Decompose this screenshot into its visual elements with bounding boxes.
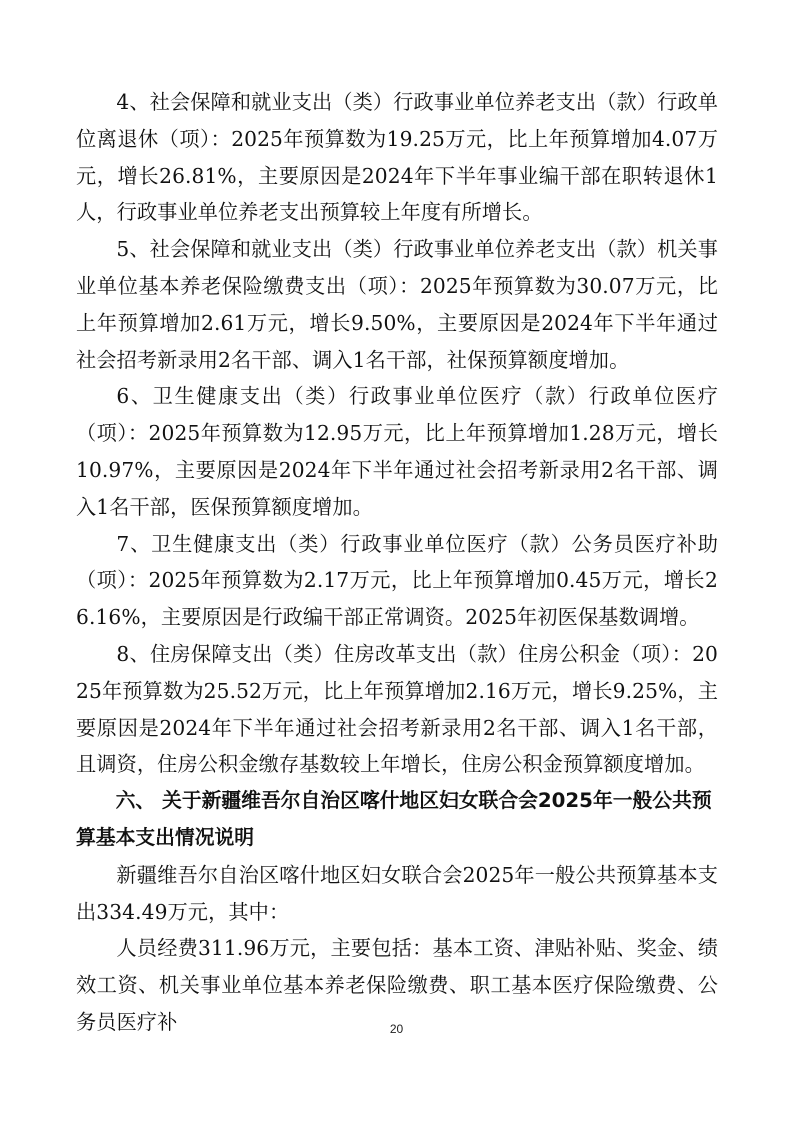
paragraph-item-6: 6、卫生健康支出（类）行政事业单位医疗（款）行政单位医疗（项）：2025年预算数为12.95万元，比上年预算增加1.28万元，增长10.97%，主要原因是2024年下半年通过社会招考新录用2名干部、调入1名干部，医保预算额度增加。 <box>76 384 718 519</box>
paragraph-item-8: 8、住房保障支出（类）住房改革支出（款）住房公积金（项）：2025年预算数为25.52万元，比上年预算增加2.16万元，增长9.25%，主要原因是2024年下半年通过社会招考新录用2名干部、调入1名干部，且调资，住房公积金缴存基数较上年增长，住房公积金预算额度增加。 <box>76 641 718 777</box>
paragraph-item-4: 4、社会保障和就业支出（类）行政事业单位养老支出（款）行政单位离退休（项）：2025年预算数为19.25万元，比上年预算增加4.07万元，增长26.81%，主要原因是2024年下半年事业编干部在职转退休1人，行政事业单位养老支出预算较上年度有所增长。 <box>76 90 718 225</box>
document-body <box>76 84 718 1041</box>
section-six-personnel: 人员经费311.96万元，主要包括：基本工资、津贴补贴、奖金、绩效工资、机关事业单位基本养老保险缴费、职工基本医疗保险缴费、公务员医疗补 <box>76 936 718 1034</box>
paragraph-item-5: 5、社会保障和就业支出（类）行政事业单位养老支出（款）机关事业单位基本养老保险缴费支出（项）：2025年预算数为30.07万元，比上年预算增加2.61万元，增长9.50%，主要原因是2024年下半年通过社会招考新录用2名干部、调入1名干部，社保预算额度增加。 <box>76 237 718 372</box>
section-six-intro: 新疆维吾尔自治区喀什地区妇女联合会2025年一般公共预算基本支出334.49万元，其中： <box>76 862 718 924</box>
paragraph-item-7: 7、卫生健康支出（类）行政事业单位医疗（款）公务员医疗补助（项）：2025年预算数为2.17万元，比上年预算增加0.45万元，增长26.16%，主要原因是行政编干部正常调资。2025年初医保基数调增。 <box>76 531 718 630</box>
page-number: 20 <box>389 1022 404 1036</box>
section-six-heading: 六、 关于新疆维吾尔自治区喀什地区妇女联合会2025年一般公共预算基本支出情况说明 <box>76 789 712 849</box>
